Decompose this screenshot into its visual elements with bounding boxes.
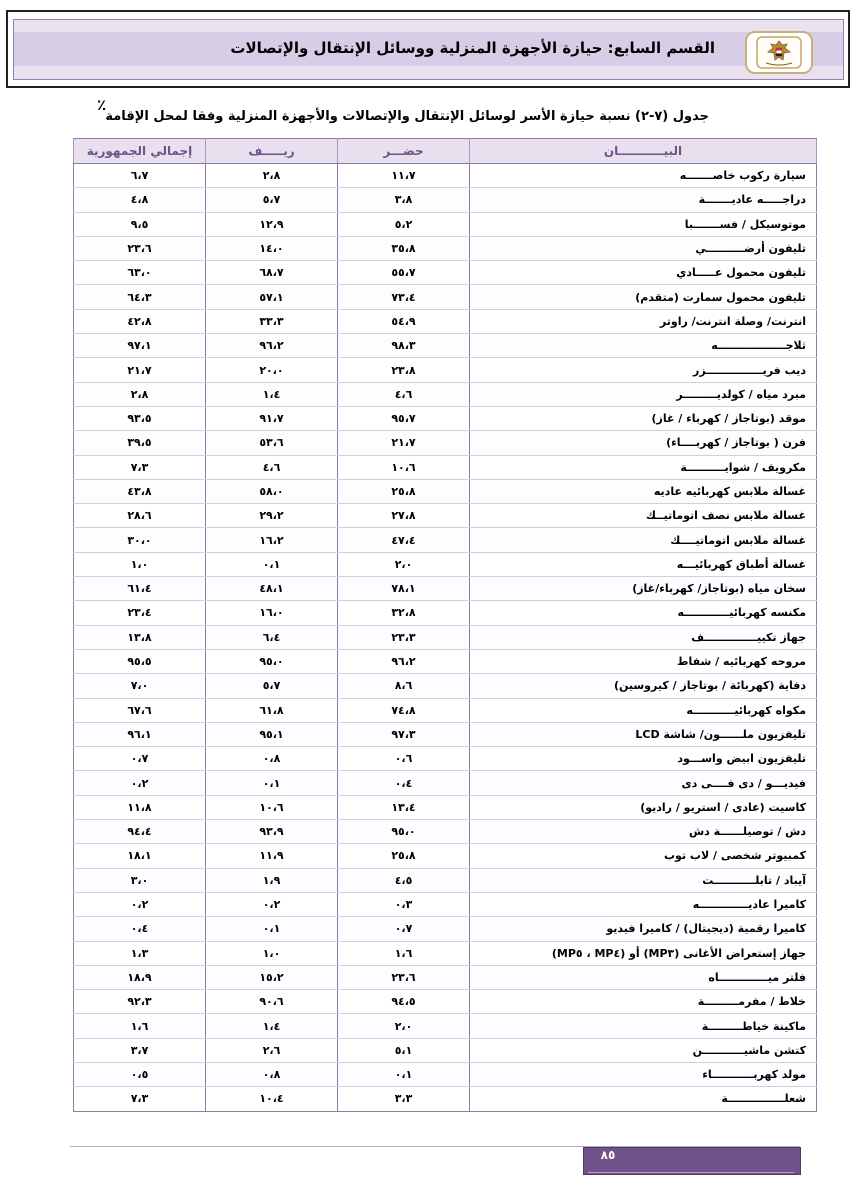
row-total-value: ٢١،٧	[74, 358, 206, 382]
row-item-label: مكواه كهربائيـــــــــــه	[470, 698, 817, 722]
row-urban-value: ٩٤،٥	[338, 990, 470, 1014]
row-urban-value: ٢٥،٨	[338, 844, 470, 868]
row-item-label: مكنسه كهربائيــــــــــــه	[470, 601, 817, 625]
table-row	[74, 820, 817, 844]
row-item-label: مروحه كهربائيه / شفاط	[470, 649, 817, 673]
row-rural-value: ١١،٩	[206, 844, 338, 868]
row-item-label: انترنت/ وصلة انترنت/ راوتر	[470, 309, 817, 333]
row-total-value: ١٨،٩	[74, 965, 206, 989]
table-row	[74, 1087, 817, 1111]
row-rural-value: ٥،٧	[206, 188, 338, 212]
row-urban-value: ٢،٠	[338, 552, 470, 576]
row-item-label: خلاط / مفرمـــــــــة	[470, 990, 817, 1014]
row-urban-value: ١٣،٤	[338, 795, 470, 819]
row-urban-value: ٨،٦	[338, 674, 470, 698]
row-rural-value: ٠،٨	[206, 747, 338, 771]
row-urban-value: ٠،٣	[338, 892, 470, 916]
table-row	[74, 188, 817, 212]
row-rural-value: ٥٣،٦	[206, 431, 338, 455]
row-total-value: ٦١،٤	[74, 577, 206, 601]
percent-unit: ٪	[97, 96, 107, 114]
row-urban-value: ٩٥،٧	[338, 406, 470, 430]
row-rural-value: ٩١،٧	[206, 406, 338, 430]
row-total-value: ٩٧،١	[74, 334, 206, 358]
row-item-label: سيارة ركوب خاصـــــــه	[470, 164, 817, 188]
row-urban-value: ٣٢،٨	[338, 601, 470, 625]
row-urban-value: ٧٨،١	[338, 577, 470, 601]
header-urban: حضـــر	[338, 139, 470, 164]
row-rural-value: ١،٠	[206, 941, 338, 965]
row-rural-value: ١٠،٦	[206, 795, 338, 819]
row-rural-value: ٥٨،٠	[206, 479, 338, 503]
row-total-value: ٦٤،٣	[74, 285, 206, 309]
row-urban-value: ٩٦،٢	[338, 649, 470, 673]
row-total-value: ٩٤،٤	[74, 820, 206, 844]
row-item-label: تليفون أرضــــــــــي	[470, 236, 817, 260]
row-item-label: فرن ( بوتاجاز / كهربــــاء)	[470, 431, 817, 455]
row-urban-value: ٠،٤	[338, 771, 470, 795]
row-urban-value: ٢٣،٨	[338, 358, 470, 382]
row-item-label: تليفزيون ملــــــون/ شاشة LCD	[470, 722, 817, 746]
table-row	[74, 528, 817, 552]
row-item-label: دش / توصيلــــــة دش	[470, 820, 817, 844]
table-row	[74, 504, 817, 528]
row-item-label: دراجـــــه عاديـــــــة	[470, 188, 817, 212]
row-total-value: ١،٦	[74, 1014, 206, 1038]
row-rural-value: ١٦،٢	[206, 528, 338, 552]
table-row	[74, 455, 817, 479]
row-total-value: ٠،٧	[74, 747, 206, 771]
row-total-value: ١٣،٨	[74, 625, 206, 649]
row-item-label: ديب فريـــــــــــــــزر	[470, 358, 817, 382]
row-urban-value: ٧٣،٤	[338, 285, 470, 309]
row-item-label: شعلـــــــــــــــة	[470, 1087, 817, 1111]
table-title: جدول (٧-٢) نسبة حيازة الأسر لوسائل الإنتقال والإتصالات والأجهزة المنزلية وفقا لمحل الإقامة	[105, 109, 709, 124]
row-rural-value: ٢،٦	[206, 1038, 338, 1062]
table-row	[74, 892, 817, 916]
row-rural-value: ٢،٨	[206, 164, 338, 188]
row-urban-value: ٣،٨	[338, 188, 470, 212]
header-rural: ريـــــف	[206, 139, 338, 164]
table-row	[74, 965, 817, 989]
row-total-value: ٠،٥	[74, 1062, 206, 1086]
row-total-value: ٩٣،٥	[74, 406, 206, 430]
row-urban-value: ١،٦	[338, 941, 470, 965]
row-rural-value: ٠،١	[206, 552, 338, 576]
row-item-label: سخان مياه (بوتاجاز/ كهرباء/غاز)	[470, 577, 817, 601]
row-rural-value: ١،٤	[206, 1014, 338, 1038]
table-row	[74, 990, 817, 1014]
row-rural-value: ٠،٨	[206, 1062, 338, 1086]
table-row	[74, 261, 817, 285]
row-item-label: كاميرا عاديـــــــــــــه	[470, 892, 817, 916]
row-item-label: جهاز تكييــــــــــــــف	[470, 625, 817, 649]
table-row	[74, 382, 817, 406]
row-urban-value: ٤،٦	[338, 382, 470, 406]
table-row	[74, 747, 817, 771]
row-urban-value: ٠،٧	[338, 917, 470, 941]
row-item-label: كاميرا رقمية (ديجيتال) / كاميرا فيديو	[470, 917, 817, 941]
row-urban-value: ٧٤،٨	[338, 698, 470, 722]
row-total-value: ٤،٨	[74, 188, 206, 212]
row-item-label: غسالة ملابس كهربائيه عاديه	[470, 479, 817, 503]
row-item-label: كتشن ماشيـــــــــــن	[470, 1038, 817, 1062]
table-row	[74, 552, 817, 576]
table-body	[74, 164, 817, 1112]
row-item-label: تليفزيون ابيض واســـود	[470, 747, 817, 771]
table-row	[74, 164, 817, 188]
row-urban-value: ٢،٠	[338, 1014, 470, 1038]
table-row	[74, 1014, 817, 1038]
household-possession-table	[73, 138, 817, 1112]
row-item-label: دفاية (كهربائة / بوتاجاز / كيروسين)	[470, 674, 817, 698]
row-rural-value: ٥،٧	[206, 674, 338, 698]
row-rural-value: ١،٤	[206, 382, 338, 406]
row-total-value: ١١،٨	[74, 795, 206, 819]
row-rural-value: ٦١،٨	[206, 698, 338, 722]
row-item-label: تليفون محمول سمارت (متقدم)	[470, 285, 817, 309]
row-total-value: ١،٣	[74, 941, 206, 965]
row-total-value: ٤٣،٨	[74, 479, 206, 503]
row-urban-value: ٥٥،٧	[338, 261, 470, 285]
table-row	[74, 358, 817, 382]
row-total-value: ٣،٧	[74, 1038, 206, 1062]
header-total: إجمالي الجمهورية	[74, 139, 206, 164]
row-total-value: ٠،٢	[74, 892, 206, 916]
row-total-value: ٦٧،٦	[74, 698, 206, 722]
row-total-value: ٢٣،٤	[74, 601, 206, 625]
row-rural-value: ٩٣،٩	[206, 820, 338, 844]
row-total-value: ٤٢،٨	[74, 309, 206, 333]
row-rural-value: ١٠،٤	[206, 1087, 338, 1111]
section-header	[13, 19, 844, 80]
section-title: القسم السابع: حيازة الأجهزة المنزلية ووسائل الإنتقال والإتصالات	[230, 39, 715, 57]
row-urban-value: ٥،١	[338, 1038, 470, 1062]
table-row	[74, 285, 817, 309]
row-total-value: ٣٩،٥	[74, 431, 206, 455]
row-urban-value: ٢٥،٨	[338, 479, 470, 503]
row-total-value: ٧،٣	[74, 1087, 206, 1111]
row-item-label: مكرويف / شوايــــــــــة	[470, 455, 817, 479]
row-total-value: ٢٣،٦	[74, 236, 206, 260]
table-row	[74, 698, 817, 722]
row-total-value: ٦٣،٠	[74, 261, 206, 285]
row-total-value: ٩،٥	[74, 212, 206, 236]
table-row	[74, 431, 817, 455]
row-rural-value: ٩٥،١	[206, 722, 338, 746]
table-row	[74, 649, 817, 673]
row-rural-value: ١٤،٠	[206, 236, 338, 260]
row-item-label: تليفون محمول عـــــادي	[470, 261, 817, 285]
row-rural-value: ٣٣،٣	[206, 309, 338, 333]
row-rural-value: ٩٠،٦	[206, 990, 338, 1014]
table-row	[74, 479, 817, 503]
row-rural-value: ٠،٢	[206, 892, 338, 916]
row-total-value: ٢٨،٦	[74, 504, 206, 528]
row-rural-value: ١٢،٩	[206, 212, 338, 236]
row-urban-value: ٠،٦	[338, 747, 470, 771]
row-rural-value: ٦٨،٧	[206, 261, 338, 285]
table-row	[74, 334, 817, 358]
row-urban-value: ١١،٧	[338, 164, 470, 188]
row-item-label: ثلاجــــــــــــــــــه	[470, 334, 817, 358]
row-urban-value: ٤٧،٤	[338, 528, 470, 552]
row-urban-value: ٣،٣	[338, 1087, 470, 1111]
row-urban-value: ٢٧،٨	[338, 504, 470, 528]
table-row	[74, 868, 817, 892]
row-rural-value: ٠،١	[206, 917, 338, 941]
row-total-value: ٣،٠	[74, 868, 206, 892]
page-number: ٨٥	[600, 1148, 616, 1162]
table-row	[74, 722, 817, 746]
row-urban-value: ٢٣،٣	[338, 625, 470, 649]
row-total-value: ٦،٧	[74, 164, 206, 188]
row-total-value: ٧،٠	[74, 674, 206, 698]
row-item-label: مبرد مياه / كولديـــــــــر	[470, 382, 817, 406]
row-item-label: غسالة ملابس اتوماتيــــك	[470, 528, 817, 552]
row-item-label: غسالة ملابس نصف اتوماتيــك	[470, 504, 817, 528]
row-urban-value: ٠،١	[338, 1062, 470, 1086]
row-total-value: ٩٢،٣	[74, 990, 206, 1014]
row-item-label: جهاز إستعراض الأغانى (MP٣) أو (MP٤ ، MP٥)	[470, 941, 817, 965]
row-total-value: ٠،٤	[74, 917, 206, 941]
row-item-label: موقد (بوتاجاز / كهرباء / غاز)	[470, 406, 817, 430]
row-rural-value: ٩٦،٢	[206, 334, 338, 358]
row-item-label: كمبيوتر شخصى / لاب توب	[470, 844, 817, 868]
row-urban-value: ٩٧،٣	[338, 722, 470, 746]
row-total-value: ٧،٣	[74, 455, 206, 479]
row-total-value: ١٨،١	[74, 844, 206, 868]
table-row	[74, 601, 817, 625]
row-rural-value: ٦،٤	[206, 625, 338, 649]
row-urban-value: ٥،٢	[338, 212, 470, 236]
row-rural-value: ٢٩،٢	[206, 504, 338, 528]
table-row	[74, 1062, 817, 1086]
row-item-label: ماكينة خياطـــــــــة	[470, 1014, 817, 1038]
row-rural-value: ٢٠،٠	[206, 358, 338, 382]
row-rural-value: ٩٥،٠	[206, 649, 338, 673]
table-row	[74, 309, 817, 333]
row-rural-value: ٠،١	[206, 771, 338, 795]
row-rural-value: ١٥،٢	[206, 965, 338, 989]
row-urban-value: ٩٥،٠	[338, 820, 470, 844]
table-row	[74, 236, 817, 260]
table-row	[74, 212, 817, 236]
header-item: البيـــــــــــان	[470, 139, 817, 164]
table-row	[74, 771, 817, 795]
row-urban-value: ٤،٥	[338, 868, 470, 892]
row-item-label: غسالة أطباق كهربائيـــه	[470, 552, 817, 576]
row-total-value: ٣٠،٠	[74, 528, 206, 552]
row-item-label: موتوسيكل / فســـــــبا	[470, 212, 817, 236]
row-rural-value: ١،٩	[206, 868, 338, 892]
table-row	[74, 577, 817, 601]
egypt-emblem-icon	[745, 31, 813, 74]
row-urban-value: ٢١،٧	[338, 431, 470, 455]
table-row	[74, 406, 817, 430]
row-urban-value: ٩٨،٣	[338, 334, 470, 358]
table-row	[74, 917, 817, 941]
table-row	[74, 674, 817, 698]
row-urban-value: ٢٣،٦	[338, 965, 470, 989]
row-total-value: ٩٦،١	[74, 722, 206, 746]
row-total-value: ٩٥،٥	[74, 649, 206, 673]
row-urban-value: ٣٥،٨	[338, 236, 470, 260]
row-rural-value: ٤٨،١	[206, 577, 338, 601]
row-urban-value: ٥٤،٩	[338, 309, 470, 333]
row-item-label: آيباد / تابلـــــــــــت	[470, 868, 817, 892]
row-urban-value: ١٠،٦	[338, 455, 470, 479]
row-item-label: فيديـــو / دى فــــى دى	[470, 771, 817, 795]
row-item-label: مولد كهربـــــــــــاء	[470, 1062, 817, 1086]
row-item-label: كاسيت (عادى / استريو / راديو)	[470, 795, 817, 819]
row-total-value: ٠،٢	[74, 771, 206, 795]
row-item-label: فلتر ميـــــــــــــاه	[470, 965, 817, 989]
row-total-value: ١،٠	[74, 552, 206, 576]
row-rural-value: ١٦،٠	[206, 601, 338, 625]
table-header-row	[74, 139, 817, 164]
table-row	[74, 625, 817, 649]
table-row	[74, 1038, 817, 1062]
table-row	[74, 844, 817, 868]
row-total-value: ٢،٨	[74, 382, 206, 406]
row-rural-value: ٤،٦	[206, 455, 338, 479]
table-row	[74, 795, 817, 819]
table-row	[74, 941, 817, 965]
row-rural-value: ٥٧،١	[206, 285, 338, 309]
